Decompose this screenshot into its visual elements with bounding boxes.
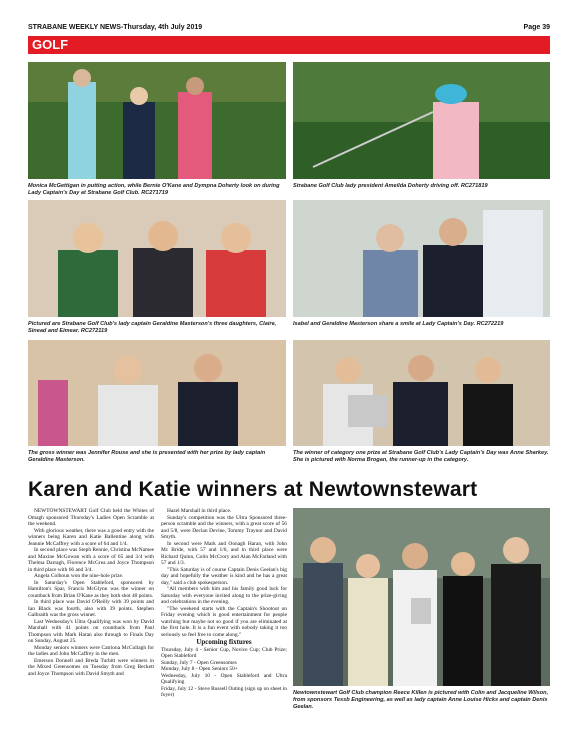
photo-daughters: [28, 200, 286, 317]
caption-daughters: Pictured are Strabane Golf Club's lady captain Geraldine Masterson's three daughters, Claire, Sinead and Eimear. RC272119: [28, 321, 277, 334]
paragraph: Sunday's competition was the Ultra Sponsored three-person scramble and the winners, with a great score of 56 and 5/8, were Declan Devine, Tommy Traynor and David Smyth.: [161, 514, 287, 540]
article-column-1: [28, 508, 154, 677]
paragraph: With glorious weather, there was a good entry with the winners being Karen and Katie Ballentine along with Jeannie McCaffrey with a score of 64 and 1/4.: [28, 527, 154, 547]
photo-driving: [293, 62, 550, 179]
paragraph: Hazel Marshall in third place.: [167, 508, 232, 514]
fixture-item: Wednesday, July 10 - Open Stableford and Ultra Qualifying: [161, 672, 287, 685]
caption-category-winner: The winner of category one prize at Strabane Golf Club's Lady Captain's Day was Anne Sharkey. She is pictured with Norma Brogan, the runner-up in the category.: [293, 450, 549, 463]
paragraph: Monday seniors winners were Catriona McCullagh for the ladies and John McCaffrey in the men.: [28, 644, 154, 657]
paragraph: In second were Mark and Oonagh Haran, with John Mc Bride, with 57 and 1/6, and in third place were Richard Quinn, Colin McCrory and Alan McFarland with 57 and 1/3.: [161, 540, 287, 566]
paragraph: "All members with him and his family good luck for Saturday with everyone invited along to the prize-giving and celebrations in the evening.: [161, 586, 287, 605]
caption-newtownstewart-champion: Newtownstewart Golf Club champion Reece Killen is pictured with Colin and Jacqueline Wilson, from sponsors Tessb Engineering, as well as lady captain Anne Louise Hicks and captain Denis Geelan.: [293, 690, 549, 710]
section-label: GOLF: [32, 37, 69, 52]
fixture-item: Friday, July 12 - Steve Russell Outing (sign up on sheet in foyer): [161, 685, 287, 698]
paragraph: In Saturday's Open Stableford, sponsored by Hamilton's Spar, Francis McGlynn was the winner on countback from Brian O'Kane as they both shot 40 points.: [28, 579, 154, 599]
paragraph: Last Wednesday's Ultra Qualifying was won by David Marshall with 41 points on countback from Paul Thompson with Mark Haran also through to Finals Day on Sunday, August 25.: [28, 618, 154, 644]
paragraph: In third place was David O'Reilly with 39 points and Ian Black was fourth, also with 39 points. Stephen Galbraith was the gross winner.: [28, 599, 154, 618]
paragraph: NEWTOWNSTEWART Golf Club held the Whites of Omagh sponsored Thursday's Ladies Open Scramble at the weekend.: [28, 508, 154, 527]
masthead-title: STRABANE WEEKLY NEWS-Thursday, 4th July 2019: [28, 24, 203, 31]
section-banner: [28, 36, 550, 54]
caption-driving: Strabane Golf Club lady president Ameilda Doherty driving off. RC271819: [293, 183, 488, 189]
paragraph: In second place was Steph Rennie, Christina McNamee and Maxine McGowan with a score of 65 and 3/4 with Thelma Darragh, Florence McGrea and Joyce Thompson in third place with 66 and 3/4.: [28, 547, 154, 573]
paragraph: Emerson Donnell and Breda Turbitt were winners in the Mixed Greensomes on Tuesday from Greg Beckett and Joyce Thompson with David Smyth and: [28, 657, 154, 677]
masthead: [28, 22, 550, 34]
caption-gross-winner: The gross winner was Jennifer Rouse and she is presented with her prize by lady captain Geraldine Masterson.: [28, 450, 266, 463]
photo-putting: [28, 62, 286, 179]
caption-putting: Monica McGettigan in putting action, while Bernie O'Kane and Dympna Doherty look on during Lady Captain's Day at Strabane Golf Club. RC271719: [28, 183, 280, 196]
caption-isabel-geraldine: Isabel and Geraldine Masterson share a smile at Lady Captain's Day. RC272219: [293, 321, 504, 327]
paragraph: Angela Colhoun won the nine-hole prize.: [34, 573, 124, 579]
fixture-item: Thursday, July 4 - Senior Cup, Novice Cup; Club Prize; Open Stableford: [161, 646, 287, 659]
fixture-item: Sunday, July 7 - Open Greensomes: [161, 659, 237, 666]
paragraph: "The weekend starts with the Captain's Shootout on Friday evening which is good entertainment for people watching but maybe not so good if you are eliminated at the first hole. It is a fun event with nobody taking it too seriously so feel free to come along.": [161, 605, 287, 638]
photo-isabel-geraldine: [293, 200, 550, 317]
fixtures-heading: Upcoming fixtures: [196, 638, 252, 646]
article-column-2: [161, 508, 287, 699]
page-number: Page 39: [523, 24, 550, 31]
paragraph: "This Saturday is of course Captain Denis Geelan's big day and hopefully the weather is kind and he has a great day," said a club spokesperson.: [161, 566, 287, 586]
article-headline: Karen and Katie winners at Newtownstewart: [28, 478, 478, 501]
photo-category-winner: [293, 340, 550, 446]
fixture-item: Monday, July 8 - Open Seniors 50+: [161, 666, 238, 672]
photo-gross-winner: [28, 340, 286, 446]
fixtures-list: [161, 647, 287, 699]
photo-newtownstewart-champion: [293, 508, 550, 686]
